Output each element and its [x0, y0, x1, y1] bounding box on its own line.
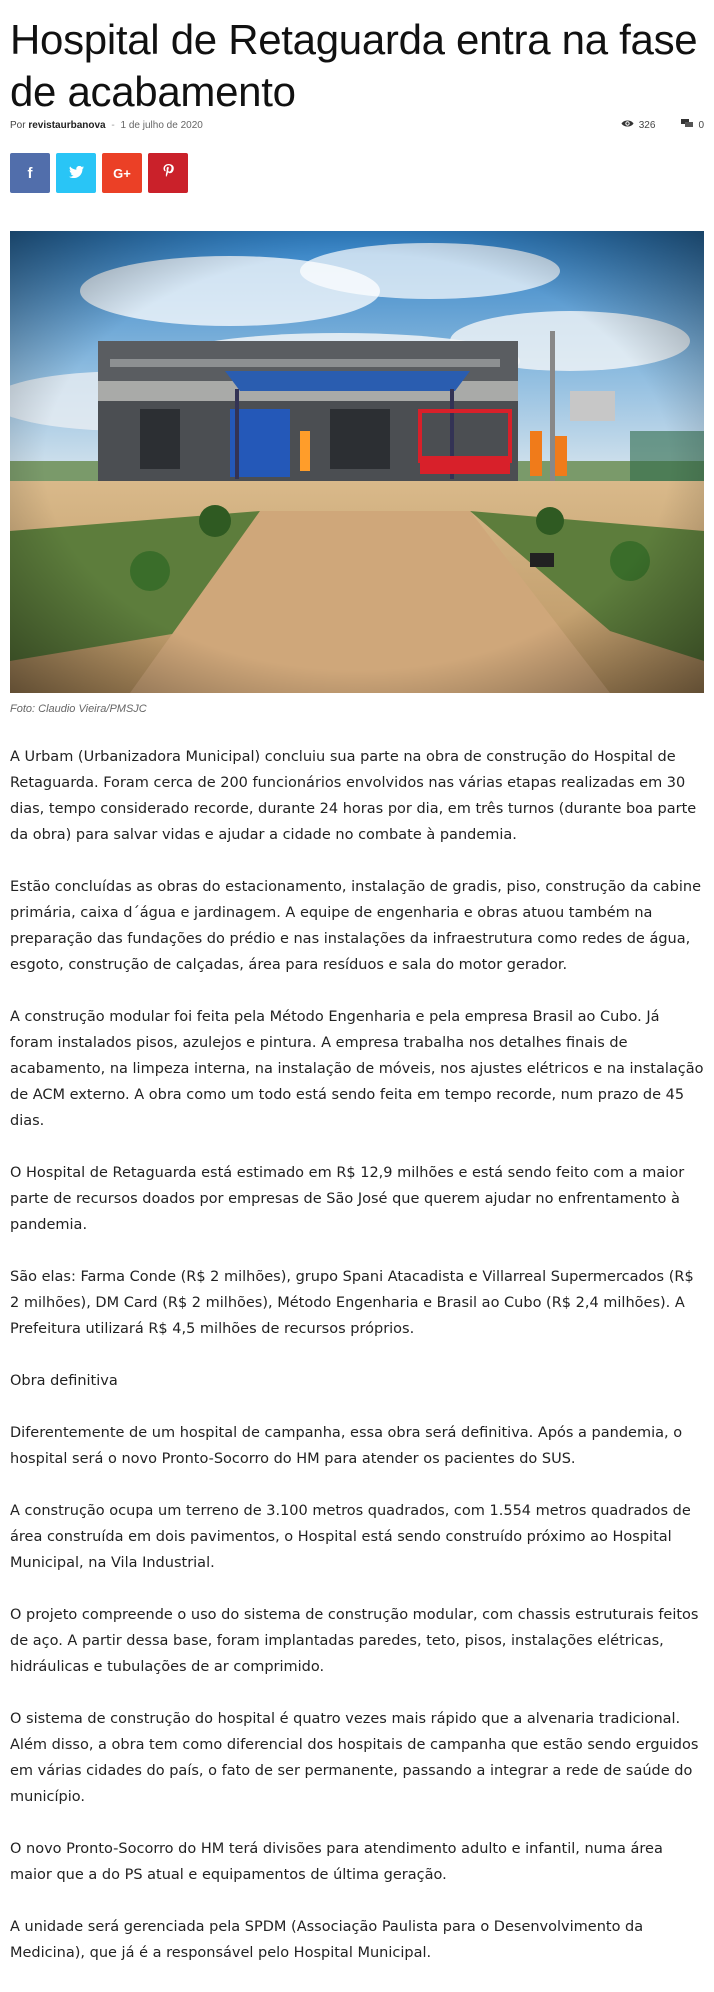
facebook-share-button[interactable] [10, 153, 50, 193]
article-body [10, 744, 704, 1992]
paragraph: A construção modular foi feita pela Método Engenharia e pela empresa Brasil ao Cubo. Já foram instalados pisos, azulejos e pintura. A empresa trabalha nos detalhes finais de acabamento, na limpeza interna, na instalação de móveis, nos ajustes elétricos e na instalação de ACM externo. A obra como um todo está sendo feita em tempo recorde, num prazo de 45 dias. [10, 1009, 704, 1129]
paragraph: O Hospital de Retaguarda está estimado em R$ 12,9 milhões e está sendo feito com a maior parte de recursos doados por empresas de São José que querem ajudar no enfrentamento à pandemia. [10, 1165, 685, 1233]
paragraph: O projeto compreende o uso do sistema de construção modular, com chassis estruturais feitos de aço. A partir dessa base, foram implantadas paredes, teto, pisos, instalações elétricas, hidráulicas e tubulações de ar comprimido. [10, 1607, 699, 1675]
article-meta [10, 120, 203, 131]
eye-icon [621, 119, 634, 131]
comments-icon[interactable] [681, 119, 693, 131]
meta-separator: - [111, 120, 115, 131]
comments-count[interactable]: 0 [698, 119, 704, 131]
paragraph: O sistema de construção do hospital é quatro vezes mais rápido que a alvenaria tradicional. Além disso, a obra tem como diferencial dos hospitais de campanha que estão sendo erguidos em várias cidades do país, o fato de ser permanente, passando a integrar a rede de saúde do município. [10, 1711, 699, 1805]
pinterest-share-button[interactable] [148, 153, 188, 193]
views-count: 326 [638, 119, 656, 131]
paragraph: A construção ocupa um terreno de 3.100 metros quadrados, com 1.554 metros quadrados de área construída em dois pavimentos, o Hospital está sendo construído próximo ao Hospital Municipal, na Vila Industrial. [10, 1503, 691, 1571]
paragraph: Estão concluídas as obras do estacionamento, instalação de gradis, piso, construção da cabine primária, caixa d´água e jardinagem. A equipe de engenharia e obras atuou também na preparação das fundações do prédio e nas instalações da infraestrutura como redes de água, esgoto, construção de calçadas, área para resíduos e sala do motor gerador. [10, 879, 702, 973]
paragraph: Diferentemente de um hospital de campanha, essa obra será definitiva. Após a pandemia, o hospital será o novo Pronto-Socorro do HM para atender os pacientes do SUS. [10, 1425, 683, 1467]
section-heading: Obra definitiva [10, 1373, 118, 1389]
author-link[interactable]: revistaurbanova [28, 120, 106, 131]
paragraph: A unidade será gerenciada pela SPDM (Associação Paulista para o Desenvolvimento da Medicina), que já é a responsável pelo Hospital Municipal. [10, 1919, 644, 1961]
article-photo [10, 231, 704, 693]
article-stats [621, 119, 704, 131]
twitter-share-button[interactable] [56, 153, 96, 193]
pinterest-icon [163, 164, 174, 182]
publish-date: 1 de julho de 2020 [120, 120, 203, 131]
paragraph: O novo Pronto-Socorro do HM terá divisões para atendimento adulto e infantil, numa área maior que a do PS atual e equipamentos de última geração. [10, 1841, 663, 1883]
google-plus-share-button[interactable] [102, 153, 142, 193]
hospital-construction-photo [10, 231, 704, 693]
paragraph: São elas: Farma Conde (R$ 2 milhões), grupo Spani Atacadista e Villarreal Supermercados (R$ 2 milhões), DM Card (R$ 2 milhões), Método Engenharia e Brasil ao Cubo (R$ 2,4 milhões). A Prefeitura utilizará R$ 4,5 milhões de recursos próprios. [10, 1269, 694, 1337]
by-label: Por [10, 120, 26, 131]
facebook-icon: f [27, 164, 33, 182]
paragraph: A Urbam (Urbanizadora Municipal) concluiu sua parte na obra de construção do Hospital de Retaguarda. Foram cerca de 200 funcionários envolvidos nas várias etapas realizadas em 30 dias, tempo considerado recorde, durante 24 horas por dia, em três turnos (durante boa parte da obra) para salvar vidas e ajudar a cidade no combate à pandemia. [10, 749, 697, 843]
article-title: Hospital de Retaguarda entra na fase de acabamento [10, 16, 698, 115]
photo-caption: Foto: Claudio Vieira/PMSJC [10, 703, 147, 715]
google-plus-icon: G+ [113, 165, 131, 181]
twitter-icon [69, 165, 84, 182]
share-buttons [10, 153, 188, 193]
